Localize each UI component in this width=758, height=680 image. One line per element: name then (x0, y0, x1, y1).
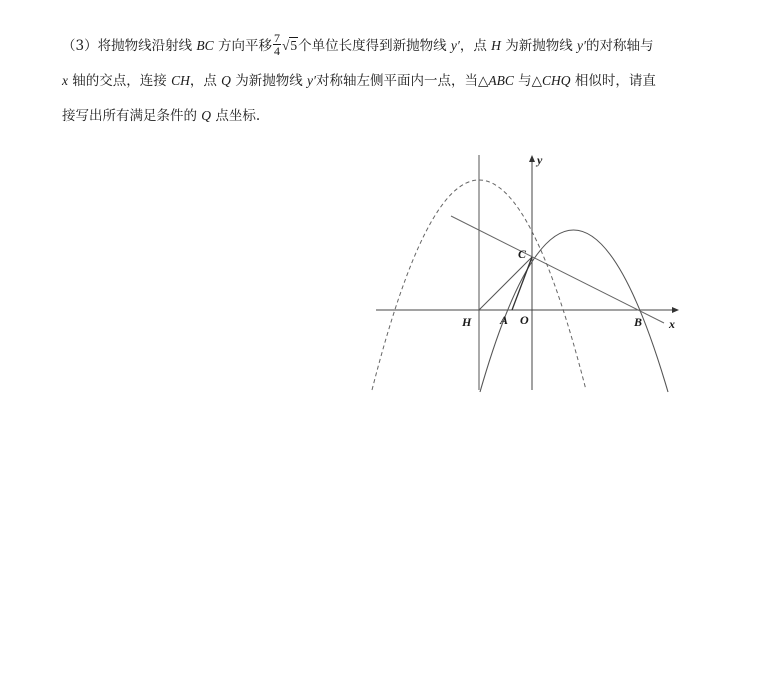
text-segment: 轴的交点，连接 (72, 73, 167, 89)
segment-ch-line (479, 257, 532, 310)
problem-text (62, 28, 702, 133)
sqrt-five: √5 (281, 38, 298, 53)
label-a: A (500, 313, 509, 327)
label-c: C (518, 247, 527, 261)
problem-line-3 (62, 98, 702, 133)
point-h-symbol: H (491, 38, 501, 53)
text-segment: 相似时，请直 (574, 73, 656, 89)
text-segment: 接写出所有满足条件的 (62, 108, 197, 124)
label-x: x (669, 317, 675, 331)
fraction-denominator: 4 (273, 44, 280, 58)
fraction-numerator: 7 (273, 31, 280, 45)
text-segment: 与△ (518, 73, 543, 89)
point-q-symbol: Q (221, 73, 231, 88)
problem-line-1 (62, 28, 702, 63)
ray-bc: BC (196, 38, 214, 53)
triangle-abc: ABC (488, 73, 514, 88)
x-axis-symbol: x (62, 73, 68, 88)
text-segment: 个单位长度得到新抛物线 (298, 38, 447, 54)
label-y: y (537, 153, 543, 167)
part-number: （3） (62, 38, 98, 54)
text-segment: ，点 (189, 73, 217, 89)
text-segment: 方向平移 (217, 38, 272, 54)
point-q-symbol: Q (201, 108, 212, 123)
problem-line-2 (62, 63, 702, 98)
text-segment: 对称轴左侧平面内一点，当△ (315, 73, 489, 89)
segment-ch: CH (171, 73, 190, 88)
figure-svg (360, 150, 690, 395)
triangle-chq: CHQ (542, 73, 571, 88)
label-b: B (634, 315, 643, 329)
segment-ac-line (512, 257, 532, 310)
label-h: H (462, 315, 472, 329)
new-parabola-symbol: y′ (450, 38, 460, 53)
text-segment: 的对称轴与 (585, 38, 654, 54)
line-bc (451, 216, 664, 323)
label-o: O (520, 313, 529, 327)
text-segment: 将抛物线沿射线 (97, 38, 193, 54)
text-segment: 为新抛物线 (505, 38, 573, 54)
new-parabola-symbol: y′ (307, 73, 316, 88)
geometry-figure (360, 150, 690, 395)
text-segment: 点坐标. (215, 108, 261, 124)
fraction-seven-fourths (273, 32, 281, 57)
radicand: 5 (290, 38, 298, 53)
new-parabola-symbol: y′ (577, 38, 586, 53)
text-segment: ，点 (459, 38, 487, 54)
text-segment: 为新抛物线 (235, 73, 303, 89)
